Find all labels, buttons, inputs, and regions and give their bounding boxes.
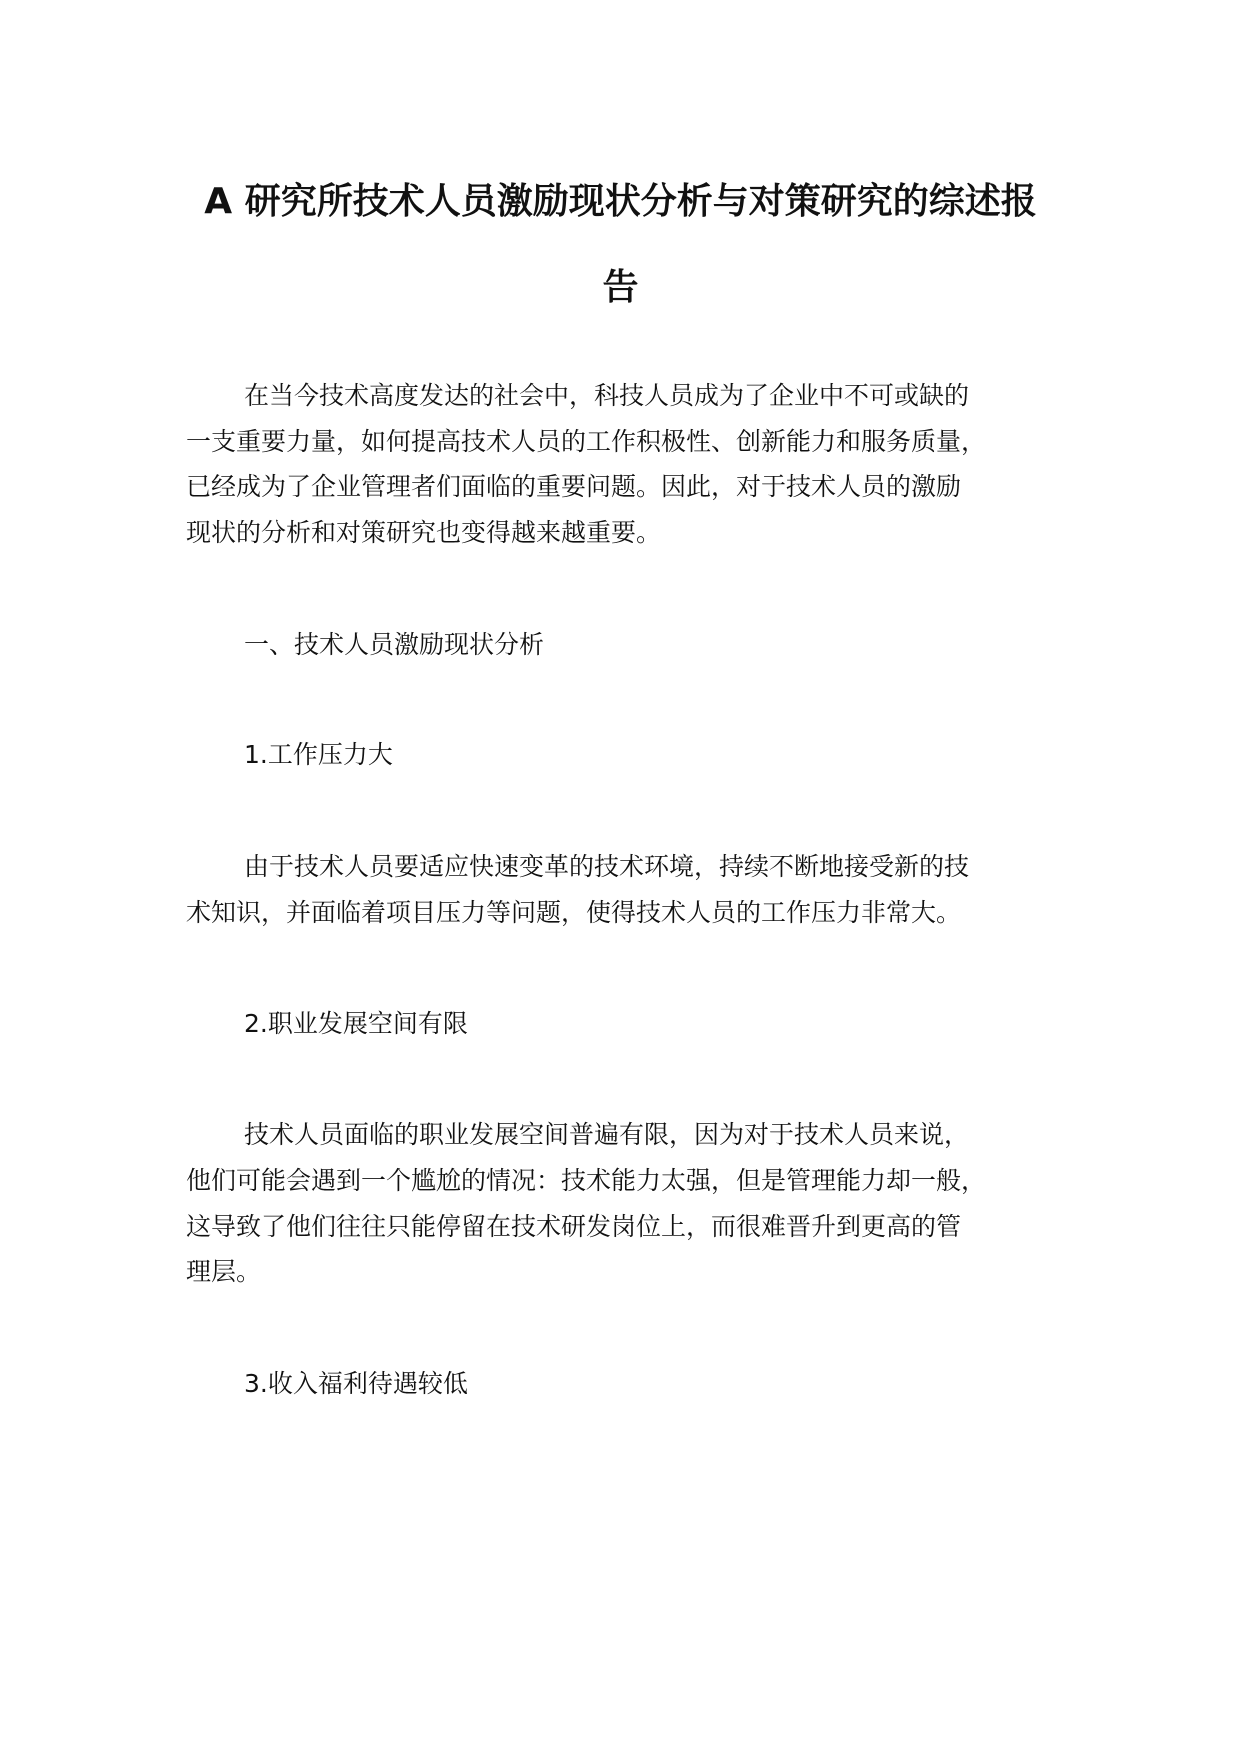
item-2-paragraph-line-3: 这导致了他们往往只能停留在技术研发岗位上，而很难晋升到更高的管 <box>186 1212 962 1241</box>
item-2-heading: 2.职业发展空间有限 <box>244 1009 468 1038</box>
document-title-line-2: 告 <box>602 267 639 308</box>
item-2-paragraph-line-2: 他们可能会遇到一个尴尬的情况：技术能力太强，但是管理能力却一般， <box>186 1166 987 1195</box>
intro-paragraph-line-4: 现状的分析和对策研究也变得越来越重要。 <box>186 518 662 547</box>
item-1-paragraph-line-1: 由于技术人员要适应快速变革的技术环境，持续不断地接受新的技 <box>244 852 970 881</box>
intro-paragraph-line-1: 在当今技术高度发达的社会中，科技人员成为了企业中不可或缺的 <box>244 381 970 410</box>
item-3-heading: 3.收入福利待遇较低 <box>244 1369 468 1398</box>
section-1-heading: 一、技术人员激励现状分析 <box>244 630 545 659</box>
intro-paragraph-line-2: 一支重要力量，如何提高技术人员的工作积极性、创新能力和服务质量， <box>186 427 987 456</box>
item-2-paragraph-line-4: 理层。 <box>186 1257 262 1286</box>
document-title-line-1: A 研究所技术人员激励现状分析与对策研究的综述报 <box>204 181 1037 222</box>
item-1-paragraph-line-2: 术知识，并面临着项目压力等问题，使得技术人员的工作压力非常大。 <box>186 898 962 927</box>
intro-paragraph-line-3: 已经成为了企业管理者们面临的重要问题。因此，对于技术人员的激励 <box>186 472 962 501</box>
item-2-paragraph-line-1: 技术人员面临的职业发展空间普遍有限，因为对于技术人员来说， <box>244 1120 970 1149</box>
item-1-heading: 1.工作压力大 <box>244 740 393 769</box>
